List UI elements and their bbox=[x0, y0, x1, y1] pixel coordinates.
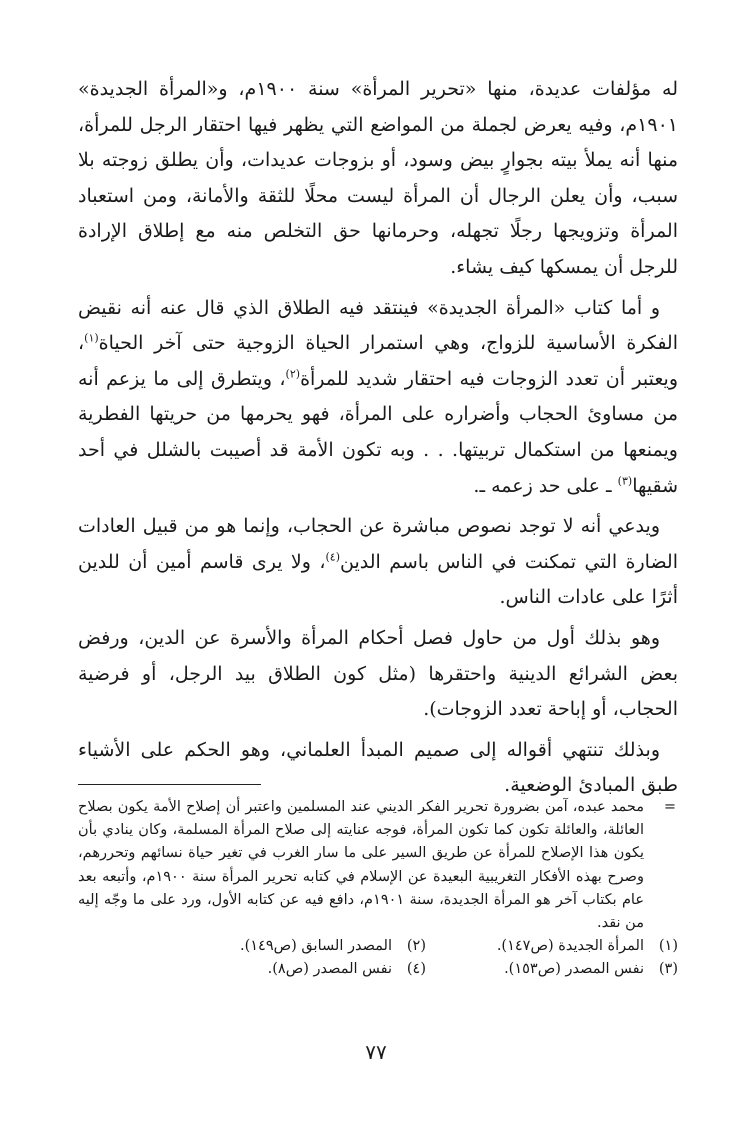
main-text bbox=[78, 72, 678, 809]
paragraph-3-part-a: ويدعي أنه لا توجد نصوص مباشرة عن الحجاب، وإنما هو من قبيل العادات الضارة التي تمكنت في الناس باسم الدين bbox=[78, 515, 678, 573]
paragraph-5: وبذلك تنتهي أقواله إلى صميم المبدأ العلماني، وهو الحكم على الأشياء طبق المبادئ الوضعية. bbox=[78, 738, 678, 797]
footnote-3-text: نفس المصدر (ص١٥٣). bbox=[504, 961, 644, 978]
paragraph-2 bbox=[78, 291, 678, 505]
footnote-ref-2[interactable]: (٢) bbox=[285, 367, 301, 381]
paragraph-2-part-b: ، ويعتبر أن تعدد الزوجات فيه احتقار شديد للمرأة bbox=[78, 332, 678, 390]
footnote-1-number: (١) bbox=[658, 938, 678, 955]
footnote-ref-3[interactable]: (٣) bbox=[617, 474, 633, 488]
footnote-continuation bbox=[78, 796, 678, 935]
paragraph-4: وهو بذلك أول من حاول فصل أحكام المرأة والأسرة عن الدين، ورفض بعض الشرائع الدينية واحتقرها (مثل كون الطلاق بيد الرجل، أو فرضية الحجاب، أو إباحة تعدد الزوجات). bbox=[78, 626, 678, 721]
footnote-2-text: المصدر السابق (ص١٤٩). bbox=[239, 938, 392, 955]
footnote-4-text: نفس المصدر (ص٨). bbox=[267, 961, 392, 978]
footnote-1-text: المرأة الجديدة (ص١٤٧). bbox=[496, 938, 644, 955]
footnote-ref-1[interactable]: (١) bbox=[84, 331, 99, 345]
footnote-separator bbox=[78, 784, 261, 785]
paragraph-3-part-b: ، ولا يرى قاسم أمين أن للدين أثرًا على عادات الناس. bbox=[78, 550, 678, 609]
footnote-2 bbox=[174, 935, 426, 958]
footnote-ref-4[interactable]: (٤) bbox=[325, 550, 341, 564]
page-number: ٧٧ bbox=[365, 1040, 387, 1064]
paragraph-1: له مؤلفات عديدة، منها «تحرير المرأة» سنة ١٩٠٠م، و«المرأة الجديدة» ١٩٠١م، وفيه يعرض لجملة من المواضع التي يظهر فيها احتقار الرجل للمرأة، منها أنه يملأ بيته بجوارٍ بيض وسود، أو بزوجات عديدات، وأن يطلق زوجته بلا سبب، وأن يعلن الرجال أن المرأة ليست محلًا للثقة والأمانة، ومن استعباد المرأة وتزويجها رجلًا تجهله، وحرمانها حق التخلص منه مع إطلاق الإرادة للرجل أن يمسكها كيف يشاء. bbox=[78, 78, 678, 278]
footnote-row bbox=[78, 958, 678, 981]
footnote-4-number: (٤) bbox=[406, 961, 426, 978]
footnote-3-number: (٣) bbox=[658, 961, 678, 978]
footnotes bbox=[78, 796, 678, 982]
paragraph-2-part-d: ـ على حد زعمه ـ. bbox=[473, 474, 618, 497]
paragraph-2-part-a: و أما كتاب «المرأة الجديدة» فينتقد فيه الطلاق الذي قال عنه أنه نقيض الفكرة الأساسية للزواج، وهي استمرار الحياة الزوجية حتى آخر الحياة bbox=[78, 296, 678, 355]
footnote-1 bbox=[426, 935, 678, 958]
continuation-mark: = bbox=[663, 799, 676, 815]
footnote-2-number: (٢) bbox=[406, 938, 426, 955]
footnote-3 bbox=[426, 958, 678, 981]
paragraph-2-part-c: ، ويتطرق إلى ما يزعم أنه من مساوئ الحجاب وأضراره على المرأة، فهو يحرمها من حريتها الفطرية ويمنعها من استكمال تربيتها. . . وبه تكون الأمة قد أصيبت بالشلل في أحد شقيها bbox=[78, 367, 678, 497]
footnote-4 bbox=[174, 958, 426, 981]
continuation-text: محمد عبده، آمن بضرورة تحرير الفكر الديني عند المسلمين واعتبر أن إصلاح الأمة يكون بصلاح العائلة، والعائلة تكون كما تكون المرأة، فوجه عنايته إلى صلاح المرأة المسلمة، وكان ينادي بأن يكون هذا الإصلاح للمرأة عن طريق السير على ما سار الغرب في تغير حياة نسائهم وتحررهم، وصرح بهذه الأفكار التغريبية البعيدة عن الإسلام في كتابه تحرير المرأة سنة ١٩٠٠م، وأتبعه بعد عام بكتاب آخر هو المرأة الجديدة، سنة ١٩٠١م، دافع فيه عن كتابه الأول، ورد على ما وجّه إليه من نقد. bbox=[78, 799, 644, 932]
paragraph-3 bbox=[78, 509, 678, 616]
footnote-row bbox=[78, 935, 678, 958]
